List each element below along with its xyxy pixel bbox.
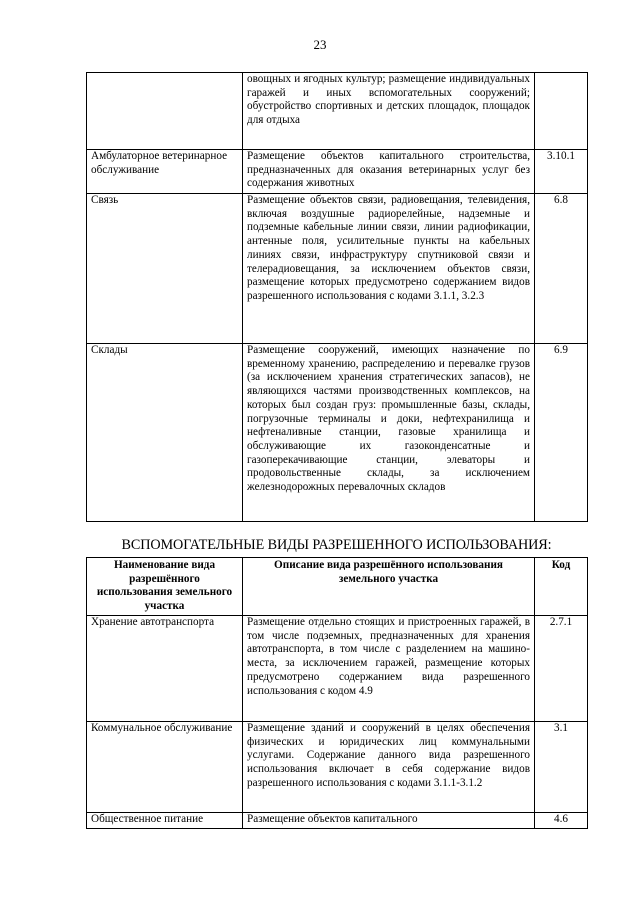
use-description-cell: овощных и ягодных культур; размещение индивидуальных гаражей и иных вспомогательных сооружений; обустройство спортивных и детских площадок, площадок для отдыха xyxy=(243,73,535,150)
column-header-description: Описание вида разрешённого использования земельного участка xyxy=(243,558,535,616)
use-code-cell: 3.10.1 xyxy=(535,150,588,194)
use-description-cell: Размещение объектов связи, радиовещания, телевидения, включая воздушные радиорелейные, надземные и подземные кабельные линии связи, линии радиофикации, антенные поля, усилительные пункты на кабельных линиях связи, инфраструктуру спутниковой связи и телерадиовещания, за исключением объектов связи, размещение которых предусмотрено содержанием видов разрешенного использования с кодами 3.1.1, 3.2.3 xyxy=(243,194,535,344)
permitted-use-table-continued xyxy=(86,72,588,522)
use-code-cell: 4.6 xyxy=(535,813,588,829)
use-name-cell: Связь xyxy=(87,194,243,344)
auxiliary-use-table xyxy=(86,557,588,829)
use-code-cell: 6.8 xyxy=(535,194,588,344)
use-name-cell: Коммунальное обслуживание xyxy=(87,722,243,813)
column-header-name: Наименование вида разрешённого использования земельного участка xyxy=(87,558,243,616)
table-row xyxy=(87,194,588,344)
table-header-row xyxy=(87,558,588,616)
use-code-cell: 6.9 xyxy=(535,344,588,522)
use-code-cell xyxy=(535,73,588,150)
use-description-cell: Размещение отдельно стоящих и пристроенных гаражей, в том числе подземных, предназначенных для хранения автотранспорта, в том числе с разделением на машино-места, за исключением гаражей, размещение которых предусмотрено содержанием вида разрешенного использования с кодом 4.9 xyxy=(243,616,535,722)
use-name-cell: Общественное питание xyxy=(87,813,243,829)
table-row xyxy=(87,344,588,522)
use-description-cell: Размещение объектов капитального xyxy=(243,813,535,829)
table-row xyxy=(87,813,588,829)
use-description-cell: Размещение зданий и сооружений в целях обеспечения физических и юридических лиц коммунальными услугами. Содержание данного вида разрешенного использования включает в себя содержание видов разрешенного использования с кодами 3.1.1-3.1.2 xyxy=(243,722,535,813)
column-header-code: Код xyxy=(535,558,588,616)
section-heading: ВСПОМОГАТЕЛЬНЫЕ ВИДЫ РАЗРЕШЕННОГО ИСПОЛЬЗОВАНИЯ: xyxy=(121,537,552,553)
table-row xyxy=(87,73,588,150)
use-name-cell xyxy=(87,73,243,150)
table-row xyxy=(87,616,588,722)
use-description-cell: Размещение объектов капитального строительства, предназначенных для оказания ветеринарных услуг без содержания животных xyxy=(243,150,535,194)
table-row xyxy=(87,150,588,194)
use-code-cell: 3.1 xyxy=(535,722,588,813)
page-number: 23 xyxy=(313,37,327,52)
use-name-cell: Склады xyxy=(87,344,243,522)
use-code-cell: 2.7.1 xyxy=(535,616,588,722)
table-row xyxy=(87,722,588,813)
use-description-cell: Размещение сооружений, имеющих назначение по временному хранению, распределению и перевалке грузов (за исключением хранения стратегических запасов), не являющихся частями производственных комплексов, на которых был создан груз: промышленные базы, склады, погрузочные терминалы и доки, нефтехранилища и нефтеналивные станции, газовые хранилища и обслуживающие их газоконденсатные и газоперекачивающие станции, элеваторы и продовольственные склады, за исключением железнодорожных перевалочных складов xyxy=(243,344,535,522)
use-name-cell: Хранение автотранспорта xyxy=(87,616,243,722)
use-name-cell: Амбулаторное ветеринарное обслуживание xyxy=(87,150,243,194)
